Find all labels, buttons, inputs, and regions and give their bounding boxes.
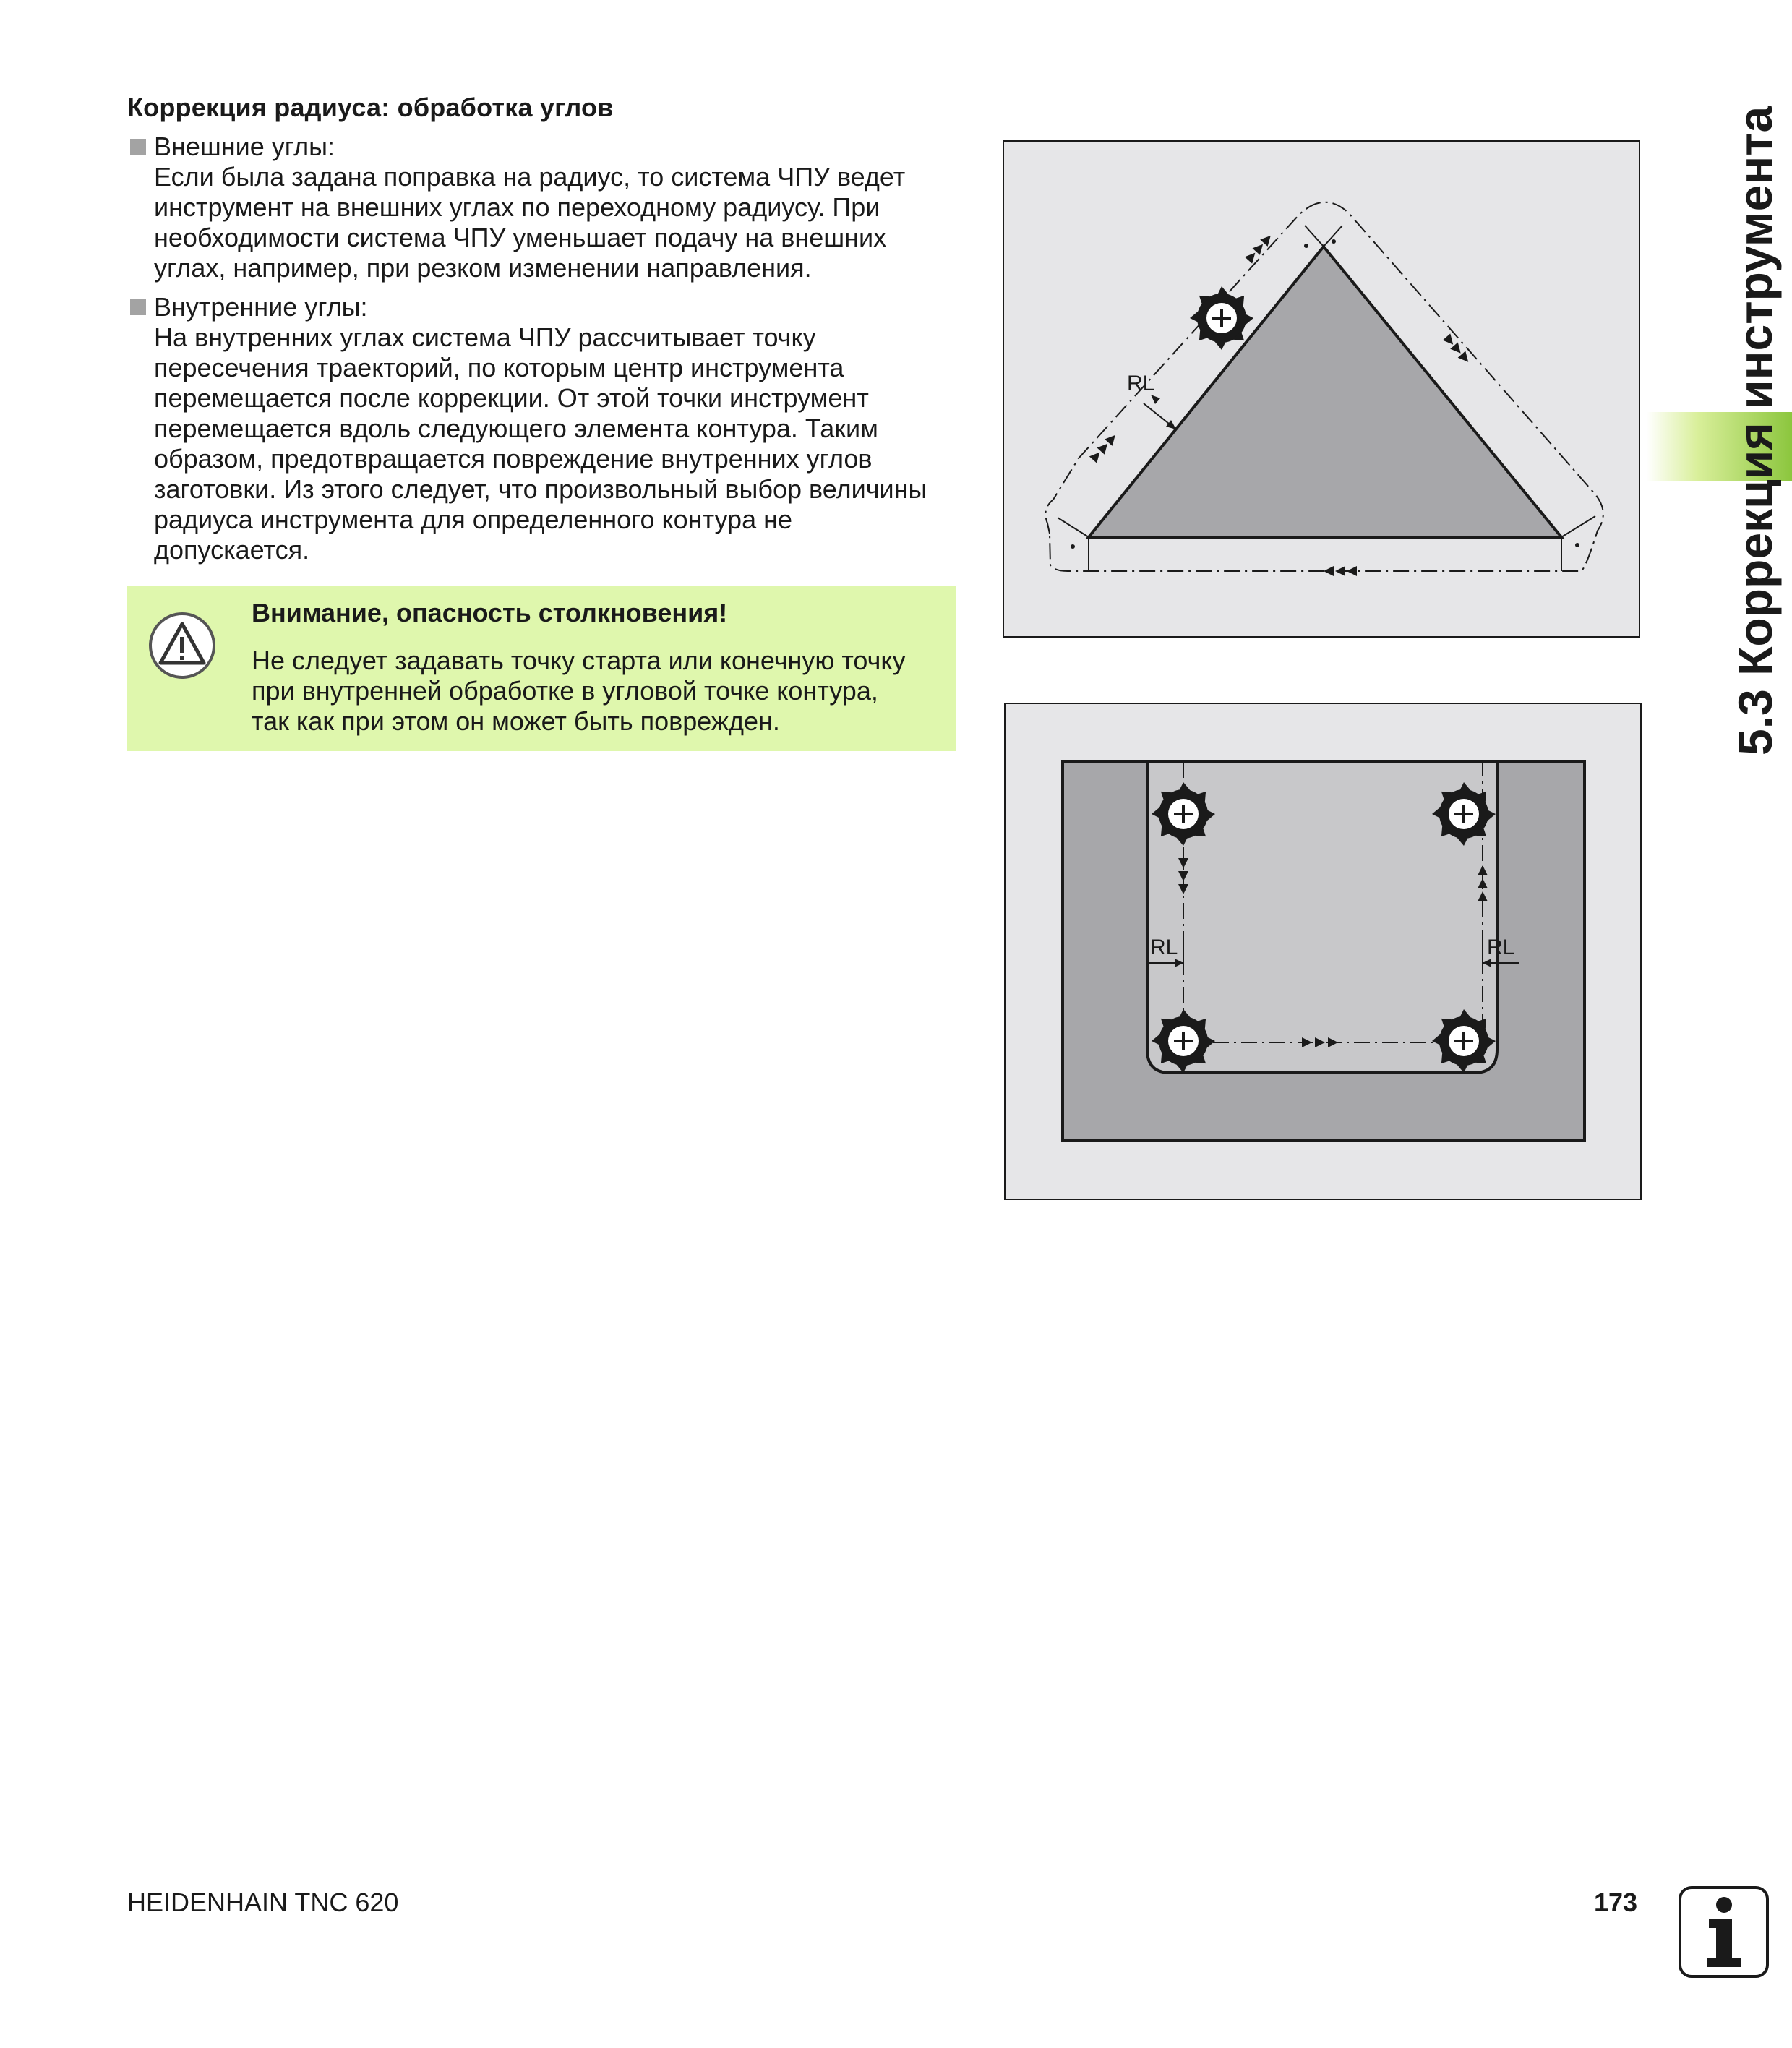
bullet-line: допускается. <box>154 535 310 565</box>
page-number: 173 <box>1594 1888 1638 1917</box>
figure-outer-corners <box>1003 140 1640 638</box>
bullet-line: необходимости система ЧПУ уменьшает подачу на внешних <box>154 223 887 252</box>
warning-line: так как при этом он может быть поврежден. <box>252 706 780 736</box>
bullet-line: перемещается после коррекции. От этой точки инструмент <box>154 383 869 413</box>
section-heading: Коррекция радиуса: обработка углов <box>127 93 614 122</box>
warning-line: Не следует задавать точку старта или конечную точку <box>252 646 906 675</box>
cutter-icon <box>1152 1009 1215 1073</box>
bullet-line: радиуса инструмента для определенного контура не <box>154 505 793 534</box>
bullet-inner-corners <box>127 292 966 565</box>
figure-inner-corners <box>1004 703 1642 1200</box>
warning-triangle-icon <box>147 611 217 680</box>
bullet-line: заготовки. Из этого следует, что произвольный выбор величины <box>154 474 927 504</box>
bullet-line: перемещается вдоль следующего элемента контура. Таким <box>154 414 878 443</box>
warning-title: Внимание, опасность столкновения! <box>252 598 728 627</box>
bullet-line: пересечения траекторий, по которым центр инструмента <box>154 353 844 382</box>
bullet-title: Внутренние углы: <box>154 292 368 322</box>
bullet-line: углах, например, при резком изменении направления. <box>154 253 812 283</box>
bullet-line: образом, предотвращается повреждение внутренних углов <box>154 444 873 474</box>
bullet-line: Если была задана поправка на радиус, то система ЧПУ ведет <box>154 162 906 192</box>
warning-line: при внутренней обработке в угловой точке контура, <box>252 676 878 706</box>
bullet-square-icon <box>130 299 146 315</box>
cutter-icon <box>1432 1009 1496 1073</box>
warning-text <box>252 646 946 737</box>
bullet-body <box>127 322 966 565</box>
bullet-body <box>127 162 966 283</box>
info-icon <box>1679 1886 1769 1978</box>
footer-product: HEIDENHAIN TNC 620 <box>127 1888 399 1917</box>
inner-rl-label-left: RL <box>1150 935 1178 959</box>
bullet-square-icon <box>130 139 146 155</box>
chapter-side-title: 5.3 Коррекция инструмента <box>1728 106 1782 755</box>
bullet-title: Внешние углы: <box>154 132 335 161</box>
cutter-icon <box>1432 782 1496 846</box>
bullet-line: На внутренних углах система ЧПУ рассчитывает точку <box>154 322 816 352</box>
bullet-outer-corners <box>127 132 966 283</box>
outer-rl-label: RL <box>1127 372 1155 395</box>
collision-warning-box <box>127 586 956 751</box>
cutter-icon <box>1190 286 1253 350</box>
inner-rl-label-right: RL <box>1487 935 1515 959</box>
cutter-icon <box>1152 782 1215 846</box>
bullet-line: инструмент на внешних углах по переходному радиусу. При <box>154 192 880 222</box>
